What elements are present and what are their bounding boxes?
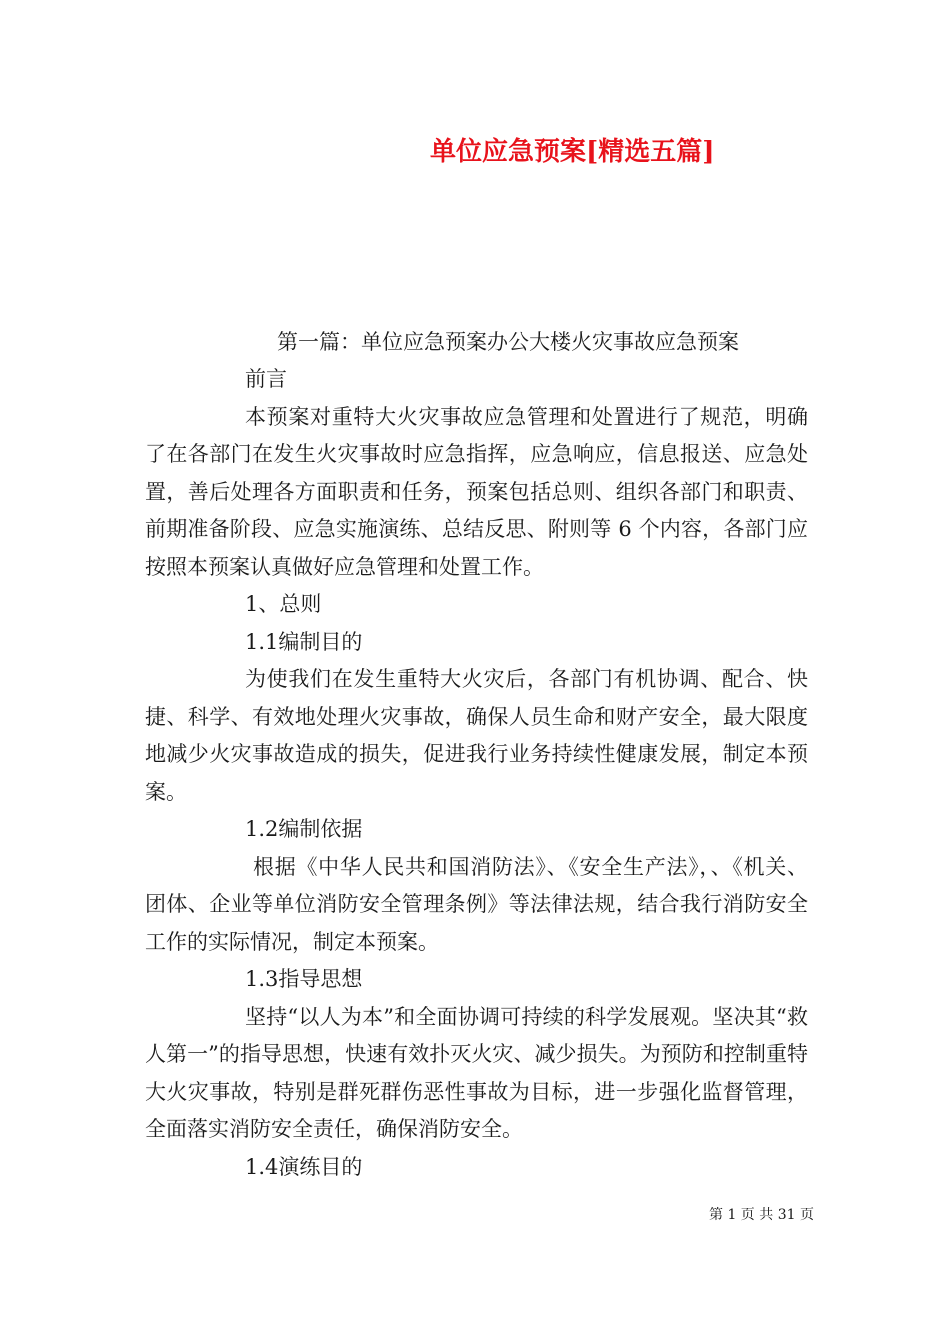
- section-heading-1-2: 1.2编制依据: [245, 817, 363, 841]
- paragraph-guiding-principle: 坚持“以人为本”和全面协调可持续的科学发展观。坚决其“救人第一”的指导思想，快速有效扑灭火灾、减少损失。为预防和控制重特大火灾事故，特别是群死群伤恶性事故为目标，进一步强化监督管理，全面落实消防安全责任，确保消防安全。: [145, 1004, 808, 1141]
- section-heading-preface: 前言: [245, 367, 287, 391]
- section-heading-1-4: 1.4演练目的: [245, 1154, 363, 1179]
- paragraph-intro: 本预案对重特大火灾事故应急管理和处置进行了规范，明确了在各部门在发生火灾事故时应急指挥，应急响应，信息报送、应急处置，善后处理各方面职责和任务，预案包括总则、组织各部门和职责、前期准备阶段、应急实施演练、总结反思、附则等 6 个内容，各部门应按照本预案认真做好应急管理和处置工作。: [145, 404, 808, 579]
- chapter-title: 第一篇：单位应急预案办公大楼火灾事故应急预案: [277, 330, 739, 354]
- section-heading-1-3: 1.3指导思想: [245, 967, 363, 991]
- page-number: 第 1 页 共 31 页: [709, 1207, 814, 1223]
- document-title: 单位应急预案[精选五篇]: [430, 137, 715, 167]
- document-body: [145, 361, 808, 1186]
- section-heading-general: 1、总则: [245, 592, 322, 616]
- paragraph-purpose: 为使我们在发生重特大火灾后，各部门有机协调、配合、快捷、科学、有效地处理火灾事故，确保人员生命和财产安全，最大限度地减少火灾事故造成的损失，促进我行业务持续性健康发展，制定本预案。: [145, 667, 808, 804]
- paragraph-basis: 根据《中华人民共和国消防法》、《安全生产法》，、《机关、团体、企业等单位消防安全管理条例》等法律法规，结合我行消防安全工作的实际情况，制定本预案。: [145, 854, 808, 954]
- section-heading-1-1: 1.1编制目的: [245, 629, 363, 654]
